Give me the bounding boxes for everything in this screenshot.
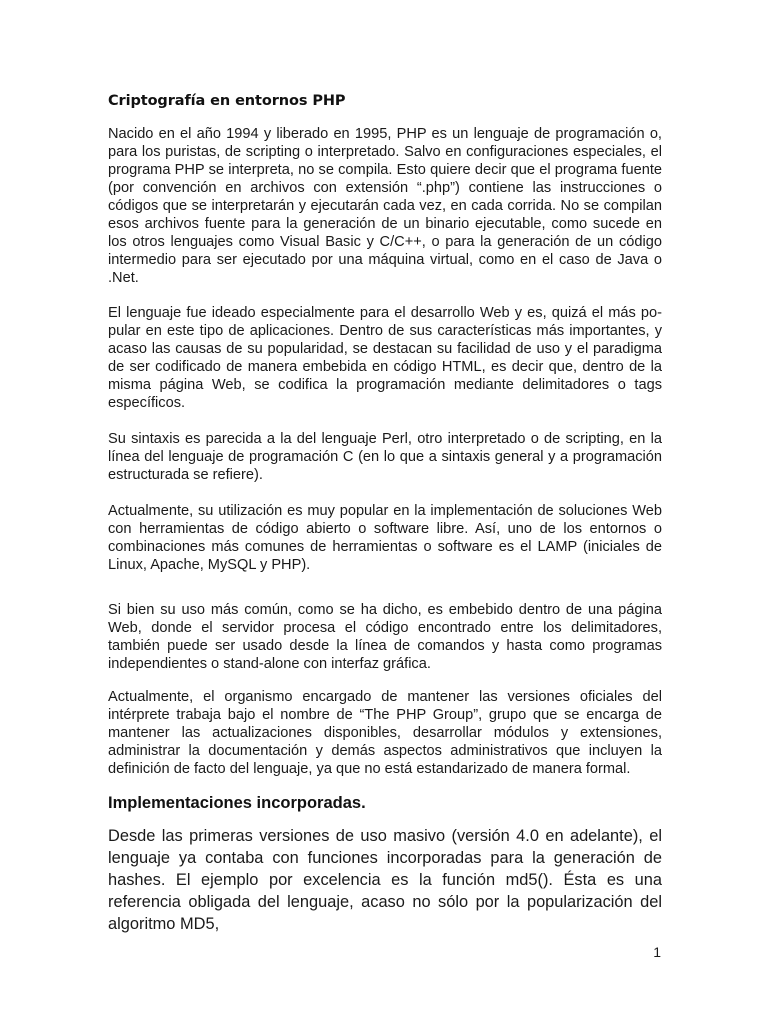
paragraph-php-origin: Nacido en el año 1994 y liberado en 1995, PHP es un lenguaje de programación o, para los puristas, de scripting o interpretado. Salvo en configuraciones especiales, el programa PHP se interpreta, no se compila. Esto quiere decir que el programa fuente (por convención en archivos con extensión “.php”) contiene las instrucciones o códigos que se interpretarán y ejecutarán cada vez, en cada corrida. No se compilan esos archivos fuente para la generación de un binario ejecutable, como sucede en los otros lenguajes como Visual Basic y C/C++, o para la generación de un código intermedio para ser ejecutado por una máquina virtual, como en el caso de Java o .Net. (108, 126, 662, 286)
paragraph-usage: Si bien su uso más común, como se ha dicho, es embebido dentro de una página Web, donde el servidor procesa el código encontrado entre los delimitadores, también puede ser usado desde la línea de comandos y hasta como programas independientes o stand-alone con interfaz gráfica. (108, 602, 662, 672)
paragraph-lamp: Actualmente, su utilización es muy popular en la implementación de soluciones Web con herramientas de código abierto o software libre. Así, uno de los entornos o combinaciones más comunes de herramientas o software es el LAMP (iniciales de Linux, Apache, MySQL y PHP). (108, 503, 662, 573)
paragraph-web-development: El lenguaje fue ideado especialmente para el desarrollo Web y es, quizá el más po-pular en este tipo de aplicaciones. Dentro de sus características más importantes, y acaso las causas de su popularidad, se destacan su facilidad de uso y el paradigma de ser codificado de manera embebida en código HTML, es decir que, dentro de la misma página Web, se codifica la programación mediante delimitadores o tags específicos. (108, 305, 662, 411)
paragraph-php-group: Actualmente, el organismo encargado de mantener las versiones oficiales del intérprete trabaja bajo el nombre de “The PHP Group”, grupo que se encarga de mantener las actualizaciones disponibles, desarrollar módulos y extensiones, administrar la documentación y demás aspectos administrativos que incluyen la definición de facto del lenguaje, ya que no está estandarizado de manera formal. (108, 689, 662, 777)
section-heading: Implementaciones incorporadas. (108, 794, 366, 812)
paragraph-hash-functions: Desde las primeras versiones de uso masivo (versión 4.0 en adelante), el lenguaje ya contaba con funciones incorporadas para la generación de hashes. El ejemplo por excelencia es la función md5(). Ésta es una referencia obligada del lenguaje, acaso no sólo por la popularización del algoritmo MD5, (108, 827, 662, 933)
page-number: 1 (653, 944, 661, 960)
paragraph-syntax: Su sintaxis es parecida a la del lenguaje Perl, otro interpretado o de scripting, en la línea del lenguaje de programación C (en lo que a sintaxis general y a programación estructurada se refiere). (108, 431, 662, 483)
document-title: Criptografía en entornos PHP (108, 93, 346, 109)
